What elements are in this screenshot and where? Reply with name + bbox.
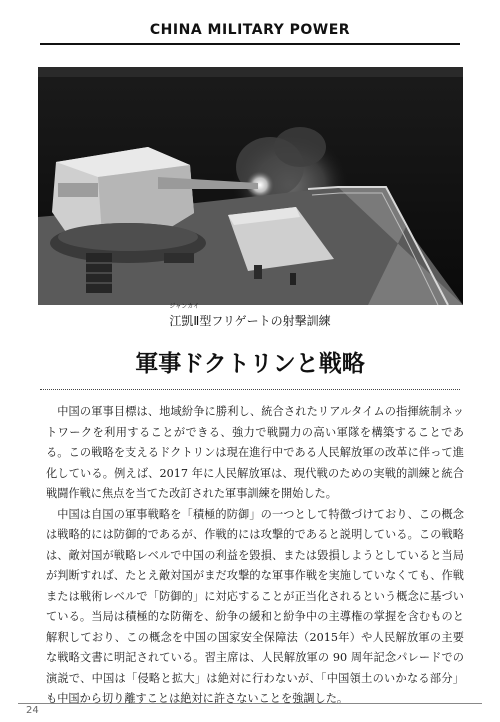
frigate-gunnery-photo [38, 67, 463, 305]
caption-ruby [169, 303, 200, 329]
caption-ruby-base: 江凱 [169, 314, 194, 328]
footer-rule [18, 703, 482, 704]
header-rule [40, 43, 460, 45]
running-header-title: CHINA MILITARY POWER [149, 22, 351, 38]
body-paragraph: 中国は自国の軍事戦略を「積極的防御」の一つとして特徴づけており、この概念は戦略的には防御的であるが、作戦的には攻撃的であると説明している。この戦略は、敵対国が戦略レベルで中国の利益を毀損、または毀損しようとしていると当局が判断すれば、たとえ敵対国がまだ攻撃的な軍事作戦を実施していなくても、作戦または戦術レベルで「防御的」に対応することが正当化されるという概念に基づいている。当局は積極的な防衛を、紛争の緩和と紛争中の主導権の掌握を含むものと解釈しており、この概念を中国の国家安全保障法（2015年）や人民解放軍の主要な戦略文書に明記されている。習主席は、人民解放軍の 90 周年記念パレードでの演説で、中国は「侵略と拡大」は絶対に行わないが、「中国領土のいかなる部分」も中国から切り離すことは絶対に許さないことを強調した。 [46, 507, 464, 705]
frigate-photo-illustration [38, 67, 463, 305]
body-text [46, 402, 464, 710]
caption-text: Ⅱ型フリゲートの射撃訓練 [193, 314, 331, 328]
page-number: 24 [26, 705, 39, 716]
caption-ruby-reading: ジャンカイ [169, 303, 200, 310]
heading-dotted-rule [40, 389, 460, 390]
section-heading: 軍事ドクトリンと戦略 [135, 351, 365, 377]
figure-caption [0, 303, 500, 329]
body-paragraph: 中国の軍事目標は、地域紛争に勝利し、統合されたリアルタイムの指揮統制ネットワークを利用することができる、強力で戦闘力の高い軍隊を構築することである。この戦略を支えるドクトリンは現在進行中である人民解放軍の改革に伴って進化している。例えば、2017 年に人民解放軍は、現代戦のための実戦的訓練と統合戦闘作戦に焦点を当てた改訂された軍事訓練を開始した。 [46, 405, 464, 500]
